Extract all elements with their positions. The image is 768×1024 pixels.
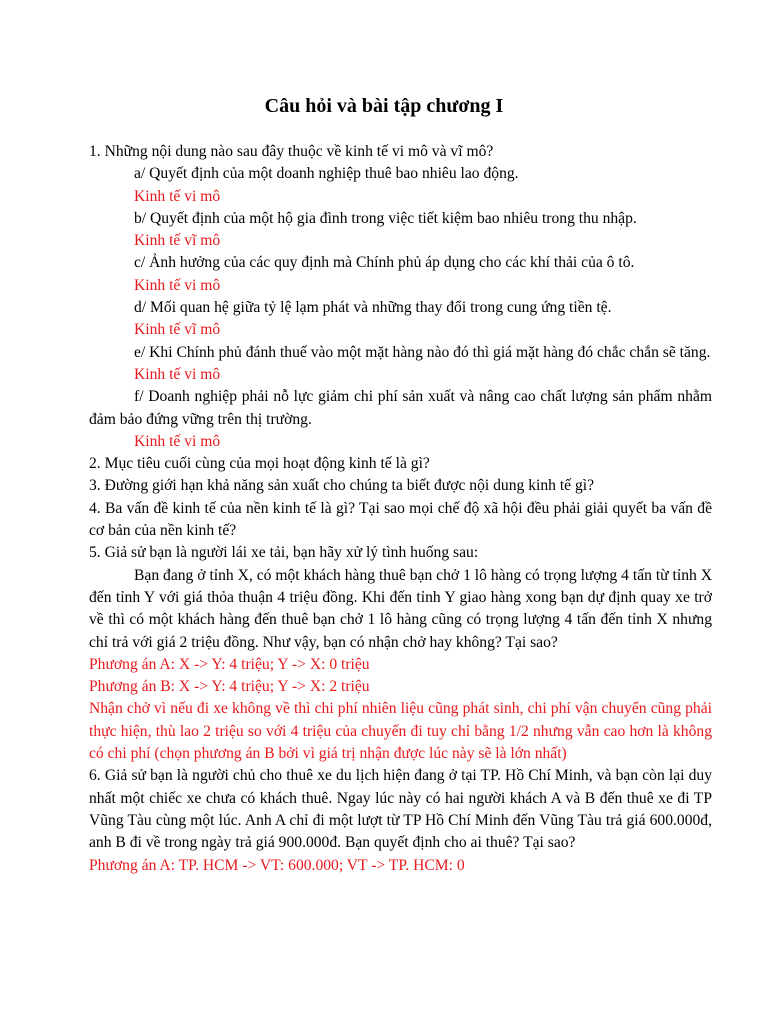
document-body <box>89 141 712 877</box>
q1-answer-a: Kinh tế vi mô <box>134 187 221 205</box>
q1-item-a: a/ Quyết định của một doanh nghiệp thuê bao nhiêu lao động. <box>134 165 519 183</box>
q5-scenario: Bạn đang ở tỉnh X, có một khách hàng thuê bạn chở 1 lô hàng có trọng lượng 4 tấn từ tỉnh X đến tỉnh Y với giá thỏa thuận 4 triệu đồng. Khi đến tỉnh Y giao hàng xong bạn dự định quay xe trở về thì có một khách hàng đến thuê bạn chở 1 lô hàng cũng có trọng lượng 4 tấn đến tỉnh X nhưng chỉ trả với giá 2 triệu đồng. Như vậy, bạn có nhận chở hay không? Tại sao? <box>89 566 712 651</box>
page-title: Câu hỏi và bài tập chương I <box>264 95 504 117</box>
q5-option-a: Phương án A: X -> Y: 4 triệu; Y -> X: 0 triệu <box>89 655 370 673</box>
question-2: 2. Mục tiêu cuối cùng của mọi hoạt động kinh tế là gì? <box>89 455 430 473</box>
question-1: 1. Những nội dung nào sau đây thuộc về kinh tế vi mô và vĩ mô? <box>89 143 494 160</box>
q5-answer: Nhận chở vì nếu đi xe không về thì chi phí nhiên liệu cũng phát sinh, chi phí vận chuyển cũng phải thực hiện, thù lao 2 triệu so với 4 triệu của chuyến đi tuy chỉ bằng 1/2 nhưng vẫn cao hơn là không có chi phí (chọn phương án B bởi vì giá trị nhận được lúc này sẽ là lớn nhất) <box>89 700 712 763</box>
q6-option-a: Phương án A: TP. HCM -> VT: 600.000; VT -> TP. HCM: 0 <box>89 856 465 874</box>
q1-answer-e: Kinh tế vi mô <box>134 365 221 383</box>
q1-answer-c: Kinh tế vi mô <box>134 276 221 294</box>
q1-answer-f: Kinh tế vi mô <box>134 432 221 450</box>
q1-answer-b: Kinh tế vĩ mô <box>134 232 221 250</box>
q5-option-b: Phương án B: X -> Y: 4 triệu; Y -> X: 2 triệu <box>89 678 370 696</box>
q1-item-b: b/ Quyết định của một hộ gia đình trong việc tiết kiệm bao nhiêu trong thu nhập. <box>134 209 637 227</box>
question-3: 3. Đường giới hạn khả năng sản xuất cho chúng ta biết được nội dung kinh tế gì? <box>89 477 595 495</box>
q1-item-d: d/ Mối quan hệ giữa tỷ lệ lạm phát và những thay đổi trong cung ứng tiền tệ. <box>134 299 612 317</box>
question-4: 4. Ba vấn đề kinh tế của nền kinh tế là gì? Tại sao mọi chế độ xã hội đều phải giải quyết ba vấn đề cơ bản của nền kinh tế? <box>89 499 712 540</box>
q1-item-c: c/ Ảnh hưởng của các quy định mà Chính phủ áp dụng cho các khí thải của ô tô. <box>134 254 635 272</box>
q1-item-e: e/ Khi Chính phủ đánh thuế vào một mặt hàng nào đó thì giá mặt hàng đó chắc chắn sẽ tăng. <box>134 343 711 361</box>
q1-answer-d: Kinh tế vĩ mô <box>134 321 221 339</box>
question-5: 5. Giả sử bạn là người lái xe tải, bạn hãy xử lý tình huống sau: <box>89 544 479 562</box>
question-6: 6. Giả sử bạn là người chủ cho thuê xe du lịch hiện đang ở tại TP. Hồ Chí Minh, và bạn còn lại duy nhất một chiếc xe chưa có khách thuê. Ngay lúc này có hai người khách A và B đến thuê xe đi TP Vũng Tàu cùng một lúc. Anh A chỉ đi một lượt từ TP Hồ Chí Minh đến Vũng Tàu trả giá 600.000đ, anh B đi về trong ngày trả giá 900.000đ. Bạn quyết định cho ai thuê? Tại sao? <box>89 767 712 852</box>
q1-item-f: f/ Doanh nghiệp phải nỗ lực giảm chi phí sản xuất và nâng cao chất lượng sản phẩm nhằm đảm bảo đứng vững trên thị trường. <box>89 388 712 428</box>
